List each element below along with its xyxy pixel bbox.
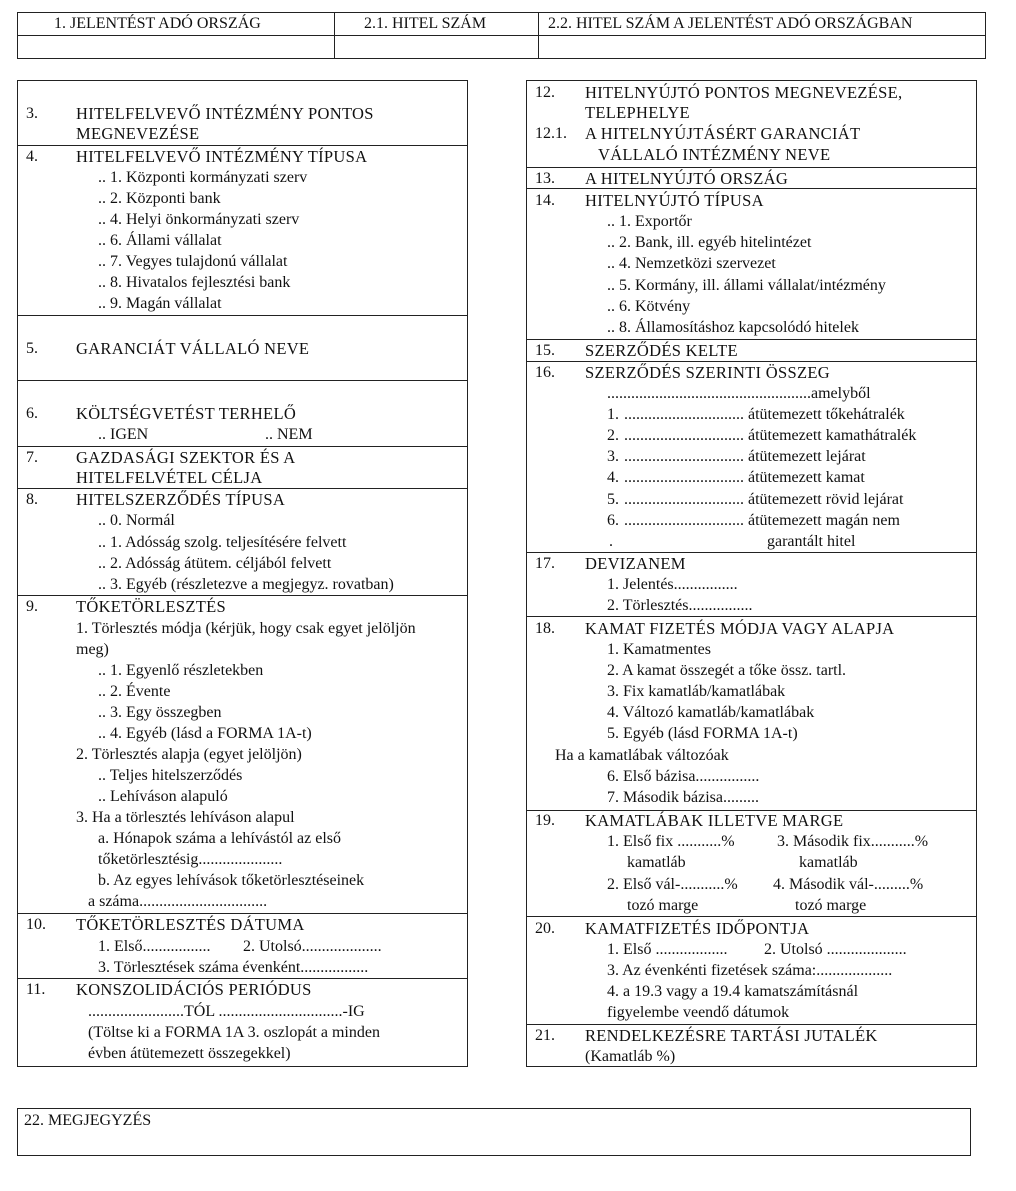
s10-first-field[interactable]: 1. Első................. [98,938,211,955]
s9-months-label: a. Hónapok száma a lehívástól az első [98,830,342,847]
s9-method-option[interactable]: .. 2. Évente [98,683,171,700]
s16-dot: . [609,533,613,550]
s4-option[interactable]: .. 8. Hivatalos fejlesztési bank [98,274,291,291]
s4-option[interactable]: .. 1. Központi kormányzati szerv [98,169,308,186]
s9-count-field[interactable]: a száma................................ [88,893,268,910]
s19-title: KAMATLÁBAK ILLETVE MARGE [585,811,844,830]
s16-row-field[interactable]: .............................. [624,491,744,508]
s11-note-line1: (Töltse ki a FORMA 1A 3. oszlopát a minden [88,1024,380,1041]
s14-option[interactable]: .. 2. Bank, ill. egyéb hitelintézet [607,234,812,251]
s14-number: 14. [535,192,555,209]
s9-drawdown-label: 3. Ha a törlesztés lehíváson alapul [76,809,295,826]
s19-second-var-field[interactable]: 4. Második vál-.........% [773,876,924,893]
s10-number: 10. [26,916,46,933]
s12-1-title-line1: A HITELNYÚJTÁSÉRT GARANCIÁT [585,124,861,143]
right-column [526,80,977,1067]
s7-number: 7. [26,449,38,466]
header-table [17,12,986,59]
s19-second-fix-label: kamatláb [799,854,858,871]
s3-number: 3. [26,105,38,122]
s17-repay-field[interactable]: 2. Törlesztés................ [607,597,753,614]
s6-number: 6. [26,405,38,422]
s15-title: SZERZŐDÉS KELTE [585,341,738,360]
s4-option[interactable]: .. 2. Központi bank [98,190,221,207]
s16-row-label: átütemezett magán nem [748,512,900,529]
s18-option[interactable]: 5. Egyéb (lásd FORMA 1A-t) [607,725,798,742]
notes-box[interactable] [17,1108,971,1156]
s8-option[interactable]: .. 2. Adósság átütem. céljából felvett [98,555,332,572]
s12-title-line1: HITELNYÚJTÓ PONTOS MEGNEVEZÉSE, [585,83,903,102]
s7-title-line1: GAZDASÁGI SZEKTOR ÉS A [76,448,296,467]
s9-basis-option[interactable]: .. Lehíváson alapuló [98,788,228,805]
s16-row-label: átütemezett kamathátralék [748,427,917,444]
s8-option[interactable]: .. 1. Adósság szolg. teljesítésére felvett [98,534,347,551]
s9-method-option[interactable]: .. 4. Egyéb (lásd a FORMA 1A-t) [98,725,312,742]
s16-row-field[interactable]: .............................. [624,512,744,529]
s14-option[interactable]: .. 5. Kormány, ill. állami vállalat/intézmény [607,277,886,294]
s4-option[interactable]: .. 4. Helyi önkormányzati szerv [98,211,300,228]
s9-method-label-cont: meg) [76,641,109,658]
s19-number: 19. [535,812,555,829]
s14-option[interactable]: .. 8. Államosításhoz kapcsolódó hitelek [607,319,859,336]
s4-option[interactable]: .. 6. Állami vállalat [98,232,222,249]
s20-count-field[interactable]: 3. Az évenkénti fizetések száma:................... [607,962,893,979]
s16-row-label: átütemezett kamat [748,469,865,486]
header-loan-number-country-field[interactable] [540,36,985,58]
s21-number: 21. [535,1027,555,1044]
s16-row-label: átütemezett tőkehátralék [748,406,905,423]
s4-option[interactable]: .. 9. Magán vállalat [98,295,222,312]
s16-row-field[interactable]: .............................. [624,406,744,423]
s16-row-field[interactable]: .............................. [624,448,744,465]
s9-method-option[interactable]: .. 1. Egyenlő részletekben [98,662,264,679]
s21-title: RENDELKEZÉSRE TARTÁSI JUTALÉK [585,1026,878,1045]
s10-last-field[interactable]: 2. Utolsó.................... [243,938,382,955]
s10-title: TŐKETÖRLESZTÉS DÁTUMA [76,915,305,934]
s9-title: TŐKETÖRLESZTÉS [76,597,226,616]
s5-number: 5. [26,340,38,357]
s19-second-var-label: tozó marge [795,897,867,914]
s16-row-label: átütemezett lejárat [748,448,866,465]
s11-number: 11. [26,981,46,998]
notes-title: 22. MEGJEGYZÉS [24,1112,152,1129]
s18-option[interactable]: 4. Változó kamatláb/kamatlábak [607,704,815,721]
s12-1-title-line2: VÁLLALÓ INTÉZMÉNY NEVE [598,145,831,164]
s16-row-number: 3. [607,448,619,465]
header-loan-number-label: 2.1. HITEL SZÁM [364,15,487,32]
s12-title-line2: TELEPHELYE [585,103,690,122]
s9-method-label: 1. Törlesztés módja (kérjük, hogy csak egyet jelöljön [76,620,416,637]
s14-option[interactable]: .. 6. Kötvény [607,298,691,315]
s12-number: 12. [535,84,555,101]
s18-first-basis-field[interactable]: 6. Első bázisa................ [607,768,760,785]
s18-variable-label: Ha a kamatlábak változóak [555,747,729,764]
s13-title: A HITELNYÚJTÓ ORSZÁG [585,169,789,188]
s5-title: GARANCIÁT VÁLLALÓ NEVE [76,339,310,358]
s14-option[interactable]: .. 1. Exportőr [607,213,692,230]
s19-second-fix-field[interactable]: 3. Második fix...........% [777,833,929,850]
s11-period-field[interactable]: ........................TÓL ...............................-IG [88,1003,365,1020]
s18-number: 18. [535,620,555,637]
s15-number: 15. [535,342,555,359]
s9-method-option[interactable]: .. 3. Egy összegben [98,704,222,721]
s20-number: 20. [535,920,555,937]
s8-option[interactable]: .. 3. Egyéb (részletezve a megjegyz. rovatban) [98,576,394,593]
s16-row-number: 5. [607,491,619,508]
s16-row-number: 6. [607,512,619,529]
s20-dates-label-line2: figyelembe veendő dátumok [607,1004,790,1021]
header-loan-number-country-label: 2.2. HITEL SZÁM A JELENTÉST ADÓ ORSZÁGBAN [548,15,913,32]
s6-no-option[interactable]: .. NEM [265,426,313,443]
s16-row-number: 1. [607,406,619,423]
s16-row-label: átütemezett rövid lejárat [748,491,904,508]
s9-count-label: b. Az egyes lehívások tőketörlesztéseinek [98,872,365,889]
s4-option[interactable]: .. 7. Vegyes tulajdonú vállalat [98,253,288,270]
s18-title: KAMAT FIZETÉS MÓDJA VAGY ALAPJA [585,619,895,638]
s16-total-field[interactable]: ...................................................amelyből [607,385,871,402]
s3-title-line1: HITELFELVEVŐ INTÉZMÉNY PONTOS [76,104,374,123]
s4-number: 4. [26,148,38,165]
header-loan-number-field[interactable] [336,36,538,58]
s14-option[interactable]: .. 4. Nemzetközi szervezet [607,255,776,272]
left-column [17,80,468,1067]
s18-second-basis-field[interactable]: 7. Második bázisa......... [607,789,759,806]
s9-number: 9. [26,598,38,615]
s9-basis-label: 2. Törlesztés alapja (egyet jelöljön) [76,746,302,763]
s18-option[interactable]: 3. Fix kamatláb/kamatlábak [607,683,786,700]
s13-number: 13. [535,170,555,187]
s18-option[interactable]: 1. Kamatmentes [607,641,711,658]
s19-first-var-field[interactable]: 2. Első vál-...........% [607,876,738,893]
s20-dates-label-line1: 4. a 19.3 vagy a 19.4 kamatszámításnál [607,983,859,1000]
s16-last-label: garantált hitel [767,533,856,550]
s19-first-fix-field[interactable]: 1. Első fix ...........% [607,833,735,850]
s16-row-field[interactable]: .............................. [624,469,744,486]
s16-row-number: 4. [607,469,619,486]
s20-title: KAMATFIZETÉS IDŐPONTJA [585,919,810,938]
s8-number: 8. [26,491,38,508]
s11-note-line2: évben átütemezett összegekkel) [88,1045,291,1062]
s21-subtitle: (Kamatláb %) [585,1048,676,1065]
s20-first-field[interactable]: 1. Első .................. [607,941,728,958]
s16-number: 16. [535,364,555,381]
s12-1-number: 12.1. [535,125,567,142]
s9-basis-option[interactable]: .. Teljes hitelszerződés [98,767,243,784]
s11-title: KONSZOLIDÁCIÓS PERIÓDUS [76,980,312,999]
s6-title: KÖLTSÉGVETÉST TERHELŐ [76,404,297,423]
s16-row-number: 2. [607,427,619,444]
s20-last-field[interactable]: 2. Utolsó .................... [764,941,907,958]
s8-title: HITELSZERZŐDÉS TÍPUSA [76,490,286,509]
s19-first-var-label: tozó marge [627,897,699,914]
s4-title: HITELFELVEVŐ INTÉZMÉNY TÍPUSA [76,147,368,166]
s17-number: 17. [535,555,555,572]
s6-yes-option[interactable]: .. IGEN [98,426,149,443]
s7-title-line2: HITELFELVÉTEL CÉLJA [76,468,263,487]
header-country-label: 1. JELENTÉST ADÓ ORSZÁG [54,15,261,32]
s10-count-field[interactable]: 3. Törlesztések száma évenként................. [98,959,369,976]
s14-title: HITELNYÚJTÓ TÍPUSA [585,191,764,210]
s17-report-field[interactable]: 1. Jelentés................ [607,576,738,593]
header-country-field[interactable] [18,36,334,58]
s16-title: SZERZŐDÉS SZERINTI ÖSSZEG [585,363,830,382]
s9-months-field[interactable]: tőketörlesztésig..................... [98,851,283,868]
s16-row-field[interactable]: .............................. [624,427,744,444]
s8-option[interactable]: .. 0. Normál [98,512,175,529]
s18-option[interactable]: 2. A kamat összegét a tőke össz. tartl. [607,662,847,679]
s17-title: DEVIZANEM [585,554,686,573]
s3-title-line2: MEGNEVEZÉSE [76,124,200,143]
s19-first-fix-label: kamatláb [627,854,686,871]
